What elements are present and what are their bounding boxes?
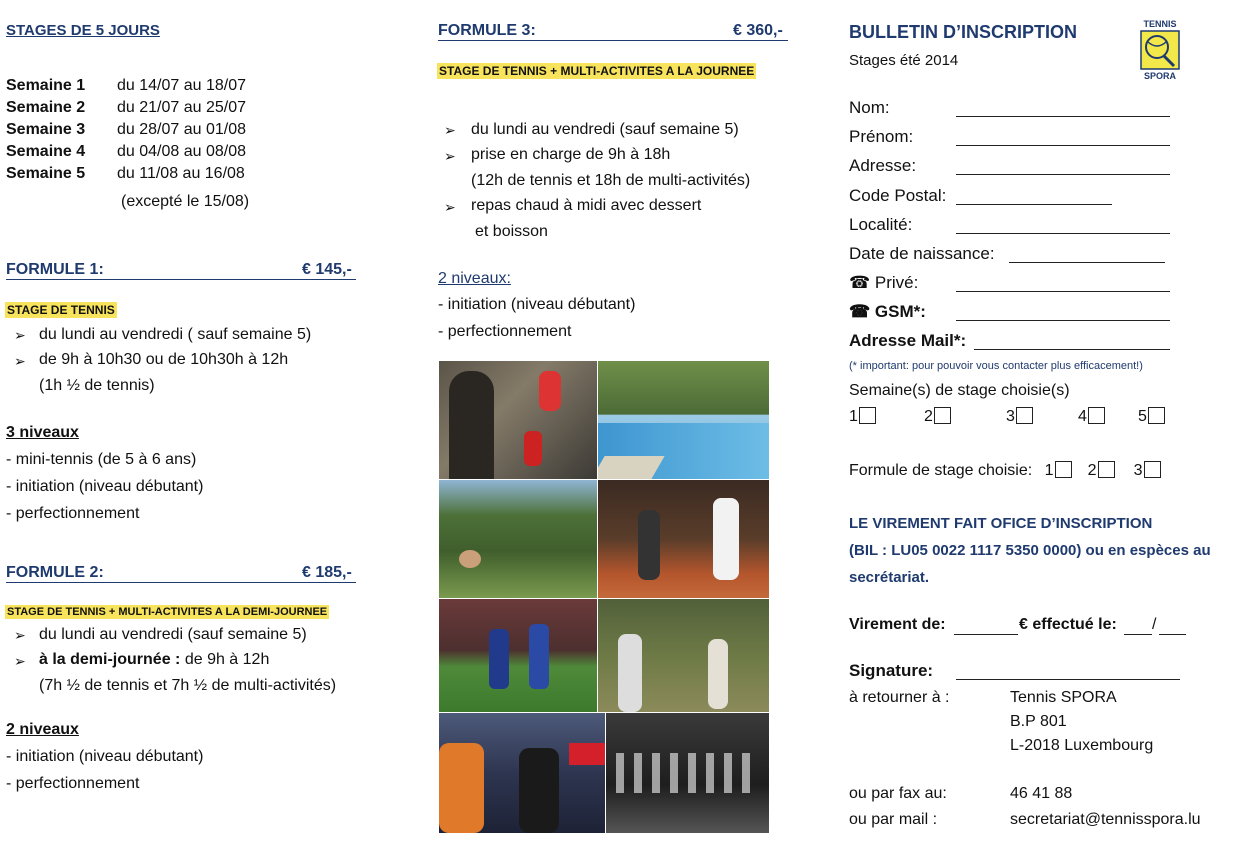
formule1-b1: du lundi au vendredi ( sauf semaine 5) [39, 326, 312, 343]
virement-de-label: Virement de: [849, 616, 946, 633]
formule1-rule [6, 279, 356, 280]
formule3-title: FORMULE 3: [438, 22, 536, 39]
football-photo [439, 599, 597, 712]
nom-field[interactable] [956, 116, 1170, 117]
formule1-title: FORMULE 1: [6, 261, 104, 278]
level-item: - perfectionnement [6, 505, 140, 522]
arrow-bullet-icon: ➢ [14, 327, 26, 343]
adresse-field[interactable] [956, 174, 1170, 175]
arrow-bullet-icon: ➢ [444, 199, 456, 215]
level-item: - initiation (niveau débutant) [6, 748, 204, 765]
prenom-label: Prénom: [849, 127, 914, 146]
formule2-b2: à la demi-journée : de 9h à 12h [39, 651, 270, 668]
mail-label: Adresse Mail*: [849, 331, 967, 350]
adresse-label: Adresse: [849, 156, 917, 175]
week-option-4[interactable]: 4 [1078, 407, 1138, 426]
weeks-chosen-label: Semaine(s) de stage choisie(s) [849, 382, 1070, 399]
checkbox[interactable] [1148, 407, 1165, 424]
virement-day-field[interactable] [1124, 634, 1152, 635]
week-option-2[interactable]: 2 [924, 407, 1006, 426]
fax-label: ou par fax au: [849, 785, 947, 802]
formule1-levels-title: 3 niveaux [6, 424, 79, 441]
virement-notice-2: (BIL : LU05 0022 1117 5350 0000) ou en espèces au [849, 542, 1211, 559]
formule3-b3-sub: et boisson [475, 223, 548, 240]
formule3-tag: STAGE DE TENNIS + MULTI-ACTIVITES A LA JOURNEE [439, 64, 755, 78]
week-option-3[interactable]: 3 [1006, 407, 1078, 426]
logo-text-top: TENNIS [1143, 19, 1177, 29]
formule3-rule [438, 40, 788, 41]
fax-number: 46 41 88 [1010, 785, 1073, 802]
formule-option-2[interactable]: 2 [1088, 461, 1134, 480]
week-dates: du 04/08 au 08/08 [117, 143, 247, 160]
formule2-b1: du lundi au vendredi (sauf semaine 5) [39, 626, 307, 643]
swimming-pool-photo [598, 361, 769, 479]
level-item: - mini-tennis (de 5 à 6 ans) [6, 451, 197, 468]
formule3-b2: prise en charge de 9h à 18h [471, 146, 671, 163]
address-line-1: Tennis SPORA [1010, 689, 1117, 706]
week-label: Semaine 2 [6, 99, 86, 116]
arrow-bullet-icon: ➢ [14, 653, 26, 669]
formule-chosen-label: Formule de stage choisie: [849, 462, 1033, 479]
formule2-tag: STAGE DE TENNIS + MULTI-ACTIVITES A LA DEMI-JOURNEE [7, 606, 328, 618]
stages-title: STAGES DE 5 JOURS [6, 22, 160, 39]
checkbox[interactable] [1016, 407, 1033, 424]
formule1-tag: STAGE DE TENNIS [7, 303, 115, 317]
formule3-b2-sub: (12h de tennis et 18h de multi-activités) [471, 172, 751, 189]
formule-option-1[interactable]: 1 [1045, 461, 1088, 480]
mail-field[interactable] [974, 349, 1170, 350]
week-checkbox-row [849, 407, 1165, 426]
dance-photo [606, 713, 769, 833]
arrow-bullet-icon: ➢ [14, 627, 26, 643]
signature-label: Signature: [849, 661, 934, 680]
bulletin-title: BULLETIN D’INSCRIPTION [849, 22, 1077, 42]
tennis-ball-icon [1140, 30, 1180, 70]
formule2-b2-sub: (7h ½ de tennis et 7h ½ de multi-activités) [39, 677, 337, 694]
week-option-1[interactable]: 1 [849, 407, 924, 426]
week-dates: du 28/07 au 01/08 [117, 121, 247, 138]
checkbox[interactable] [1098, 461, 1115, 478]
prenom-field[interactable] [956, 145, 1170, 146]
localite-label: Localité: [849, 215, 913, 234]
formule1-b2: de 9h à 10h30 ou de 10h30h à 12h [39, 351, 289, 368]
retour-label: à retourner à : [849, 689, 950, 706]
formule-chosen-row [849, 461, 1161, 480]
formule1-b2-sub: (1h ½ de tennis) [39, 377, 155, 394]
formule3-price: € 360,- [733, 22, 783, 39]
virement-amount-field[interactable] [954, 634, 1018, 635]
mail-contact-label: ou par mail : [849, 811, 938, 828]
week-label: Semaine 4 [6, 143, 86, 160]
virement-notice-3: secrétariat. [849, 569, 930, 586]
logo-text-bottom: SPORA [1143, 71, 1176, 81]
formule3-b1: du lundi au vendredi (sauf semaine 5) [471, 121, 739, 138]
week-label: Semaine 1 [6, 77, 86, 94]
virement-notice-1: LE VIREMENT FAIT OFICE D’INSCRIPTION [849, 515, 1153, 532]
address-line-2: B.P 801 [1010, 713, 1067, 730]
table-tennis-photo [439, 713, 605, 833]
formule1-price: € 145,- [302, 261, 352, 278]
level-item: - initiation (niveau débutant) [438, 296, 636, 313]
formule-option-3[interactable]: 3 [1134, 461, 1161, 480]
naissance-label: Date de naissance: [849, 244, 995, 263]
formule2-title: FORMULE 2: [6, 564, 104, 581]
fencing-photo [598, 480, 769, 598]
date-slash: / [1152, 616, 1157, 633]
week-dates: du 21/07 au 25/07 [117, 99, 247, 116]
week-dates: du 11/08 au 16/08 [117, 165, 245, 182]
nom-label: Nom: [849, 98, 890, 117]
checkbox[interactable] [1144, 461, 1161, 478]
tennis-spora-logo [1138, 19, 1182, 83]
formule2-price: € 185,- [302, 564, 352, 581]
prive-label: ☎ Privé: [849, 273, 919, 292]
week-label: Semaine 5 [6, 165, 86, 182]
gsm-label: ☎ GSM*: [849, 302, 926, 321]
formule3-b3: repas chaud à midi avec dessert [471, 197, 702, 214]
level-item: - perfectionnement [438, 323, 572, 340]
week-dates: du 14/07 au 18/07 [117, 77, 247, 94]
signature-field[interactable] [956, 679, 1180, 680]
mail-contact-address[interactable]: secretariat@tennisspora.lu [1010, 811, 1201, 828]
week-option-5[interactable]: 5 [1138, 407, 1165, 426]
code-postal-field[interactable] [956, 204, 1112, 205]
week5-note: (excepté le 15/08) [121, 193, 250, 210]
virement-month-field[interactable] [1159, 634, 1186, 635]
climbing-photo [439, 361, 597, 479]
naissance-field[interactable] [1009, 262, 1165, 263]
checkbox[interactable] [934, 407, 951, 424]
formule2-levels-title: 2 niveaux [6, 721, 79, 738]
checkbox[interactable] [1055, 461, 1072, 478]
week-label: Semaine 3 [6, 121, 86, 138]
bulletin-subtitle: Stages été 2014 [849, 52, 959, 69]
formule2-rule [6, 582, 356, 583]
effectue-label: € effectué le: [1019, 616, 1117, 633]
checkbox[interactable] [859, 407, 876, 424]
level-item: - initiation (niveau débutant) [6, 478, 204, 495]
park-photo [439, 480, 597, 598]
address-line-3: L-2018 Luxembourg [1010, 737, 1154, 754]
formule3-levels-title: 2 niveaux: [438, 270, 511, 287]
gsm-field[interactable] [956, 320, 1170, 321]
arrow-bullet-icon: ➢ [444, 148, 456, 164]
code-postal-label: Code Postal: [849, 186, 947, 205]
checkbox[interactable] [1088, 407, 1105, 424]
level-item: - perfectionnement [6, 775, 140, 792]
prive-field[interactable] [956, 291, 1170, 292]
arrow-bullet-icon: ➢ [444, 122, 456, 138]
arrow-bullet-icon: ➢ [14, 353, 26, 369]
archery-photo [598, 599, 769, 712]
important-note: (* important: pour pouvoir vous contacter plus efficacement!) [849, 360, 1143, 372]
localite-field[interactable] [956, 233, 1170, 234]
